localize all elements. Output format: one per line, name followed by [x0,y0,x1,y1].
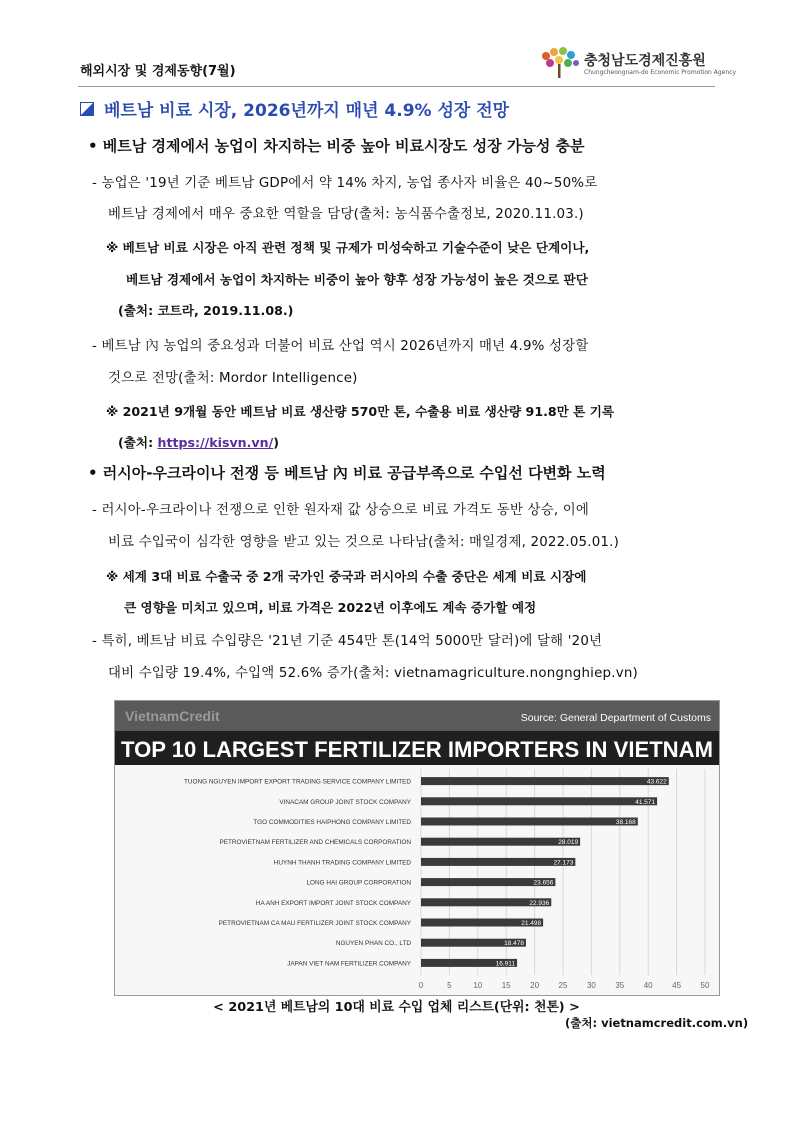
fertilizer-importers-chart [114,700,720,996]
section2-para1-line2: 비료 수입국이 심각한 영향을 받고 있는 것으로 나타남(출처: 매일경제, 2022.05.01.) [108,535,620,550]
bar-value-label: 16.911 [495,960,516,968]
category-label: TGO COMMODITIES HAIPHONG COMPANY LIMITED [253,819,411,826]
section1-para1-line2: 베트남 경제에서 매우 중요한 역할을 담당(출처: 농식품수출정보, 2020.11.03.) [108,207,584,222]
category-label: PETROVIETNAM CA MAU FERTILIZER JOINT STOCK COMPANY [218,920,411,927]
section1-note2-line2 [118,432,279,451]
section2-para2-line1: - 특히, 베트남 비료 수입량은 '21년 기준 454만 톤(14억 5000만 달러)에 달해 '20년 [92,634,603,649]
category-label: HUYNH THANH TRADING COMPANY LIMITED [273,859,411,867]
x-tick-label: 40 [643,981,653,990]
x-tick-label: 45 [672,981,682,990]
x-tick-label: 0 [418,981,424,990]
category-label: VINACAM GROUP JOINT STOCK COMPANY [279,798,411,806]
article-title [80,96,509,121]
header-rule [78,86,715,87]
bar [421,818,638,826]
bar [421,797,657,805]
chart-svg [115,701,719,995]
chart-caption-source: (출처: vietnamcredit.com.vn) [565,1016,749,1030]
section2-note1-line2: 큰 영향을 미치고 있으며, 비료 가격은 2022년 이후에도 계속 증가할 예정 [124,600,537,615]
category-label: PETROVIETNAM FERTILIZER AND CHEMICALS CORPORATION [219,839,411,847]
bar-value-label: 18.478 [504,940,524,948]
section2-para2-line2: 대비 수입량 19.4%, 수입액 52.6% 증가(출처: vietnamagriculture.nongnghiep.vn) [108,666,638,681]
x-tick-label: 50 [700,981,710,990]
title-square-icon [80,102,94,116]
section1-heading: • 베트남 경제에서 농업이 차지하는 비중 높아 비료시장도 성장 가능성 충분 [88,137,585,155]
bar-value-label: 23.656 [533,879,554,887]
bar-value-label: 28.019 [558,839,579,847]
bar-value-label: 38.168 [615,819,636,826]
kisvn-link[interactable]: https://kisvn.vn/ [157,435,274,450]
section1-para2-line1: - 베트남 內 농업의 중요성과 더불어 비료 산업 역시 2026년까지 매년 4.9% 성장할 [92,339,589,354]
report-header: 해외시장 및 경제동향(7월) [80,64,236,79]
x-tick-label: 25 [558,981,568,990]
bar-value-label: 21.498 [521,920,542,927]
bar-value-label: 43.622 [646,778,667,786]
category-label: LONG HAI GROUP CORPORATION [306,879,411,887]
note2-source-prefix: (출처: [118,435,158,450]
section1-para1-line1: - 농업은 '19년 기준 베트남 GDP에서 약 14% 차지, 농업 종사자 비율은 40~50%로 [92,176,598,191]
bar-value-label: 27.173 [553,859,574,867]
org-logo-icon [538,46,582,80]
article-title-text: 베트남 비료 시장, 2026년까지 매년 4.9% 성장 전망 [104,101,510,121]
category-label: TUONG NGUYEN IMPORT EXPORT TRADING SERVICE COMPANY LIMITED [183,778,411,786]
note2-source-suffix: ) [273,435,279,450]
chart-title: TOP 10 LARGEST FERTILIZER IMPORTERS IN VIETNAM [121,737,713,762]
bar [421,858,575,866]
section1-note1-line3: (출처: 코트라, 2019.11.08.) [118,303,294,318]
category-label: HA ANH EXPORT IMPORT JOINT STOCK COMPANY [255,899,411,907]
section1-note1-line1: ※ 베트남 비료 시장은 아직 관련 정책 및 규제가 미성숙하고 기술수준이 낮은 단계이나, [106,240,590,255]
chart-source: Source: General Department of Customs [520,712,711,724]
section2-para1-line1: - 러시아-우크라이나 전쟁으로 인한 원자재 값 상승으로 비료 가격도 동반 상승, 이에 [92,503,590,518]
section1-para2-line2: 것으로 전망(출처: Mordor Intelligence) [108,371,358,386]
section2-heading: • 러시아-우크라이나 전쟁 등 베트남 內 비료 공급부족으로 수입선 다변화 노력 [88,464,606,482]
section2-note1-line1: ※ 세계 3대 비료 수출국 중 2개 국가인 중국과 러시아의 수출 중단은 세계 비료 시장에 [106,569,587,584]
x-tick-label: 15 [501,981,511,990]
x-tick-label: 5 [447,981,452,990]
x-tick-label: 30 [586,981,596,990]
chart-caption: < 2021년 베트남의 10대 비료 수입 업체 리스트(단위: 천톤) > [213,1000,580,1015]
org-name: 충청남도경제진흥원 [584,53,706,69]
category-label: JAPAN VIET NAM FERTILIZER COMPANY [287,960,411,968]
section1-note1-line2: 베트남 경제에서 농업이 차지하는 비중이 높아 향후 성장 가능성이 높은 것으로 판단 [126,272,588,287]
bar [421,777,669,785]
category-label: NGUYEN PHAN CO., LTD [335,940,411,948]
x-tick-label: 20 [530,981,540,990]
x-tick-label: 10 [473,981,483,990]
bar [421,838,580,846]
chart-brand: VietnamCredit [125,708,220,724]
org-subtitle: Chungcheongnam-do Economic Promotion Agency [584,69,737,76]
bar-value-label: 41.571 [635,798,656,806]
bar-value-label: 22.936 [529,899,550,907]
x-tick-label: 35 [615,981,625,990]
section1-note2-line1: ※ 2021년 9개월 동안 베트남 비료 생산량 570만 톤, 수출용 비료 생산량 91.8만 톤 기록 [106,404,615,419]
